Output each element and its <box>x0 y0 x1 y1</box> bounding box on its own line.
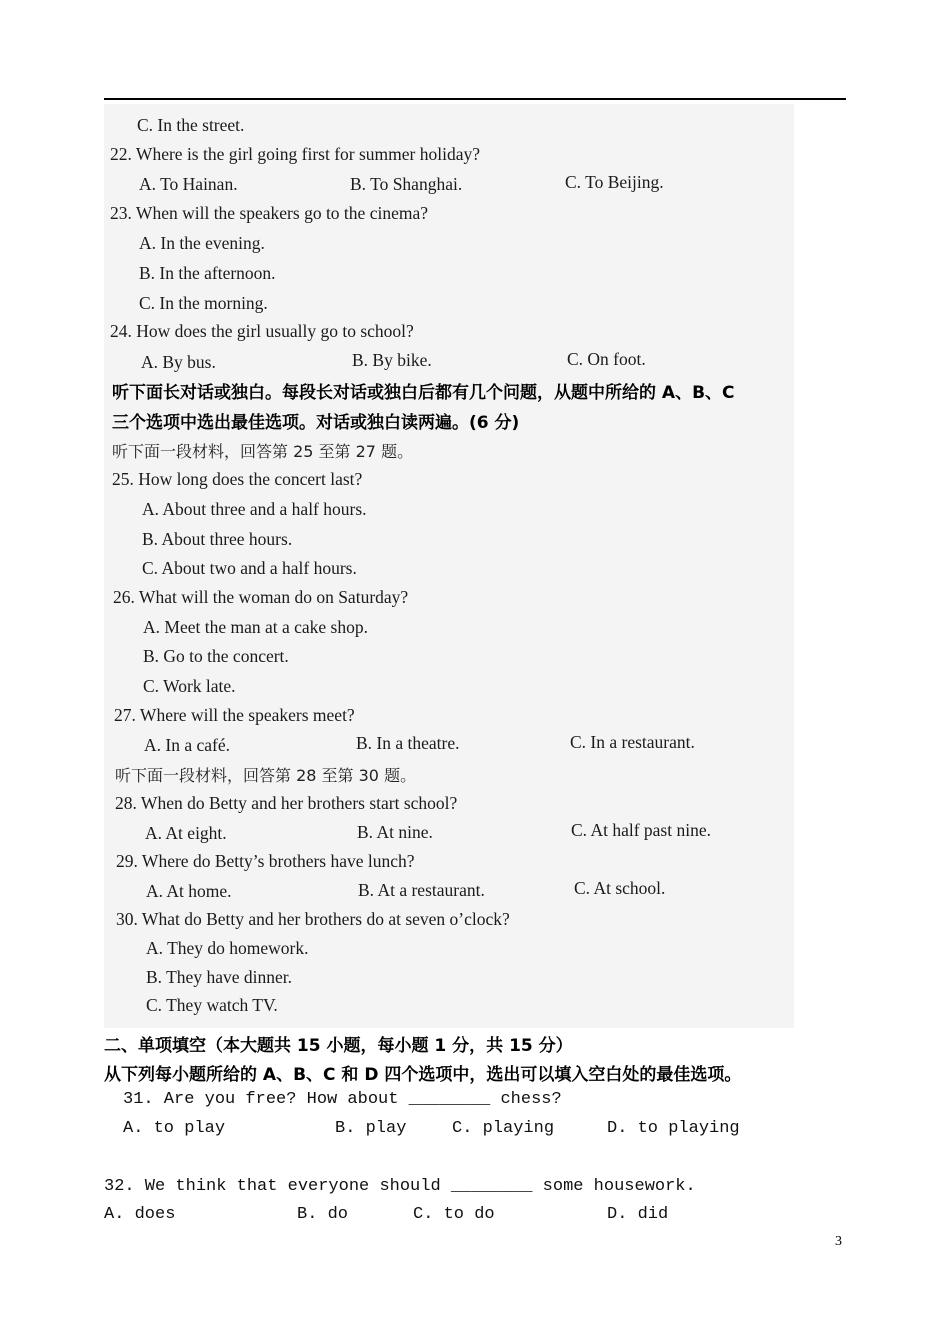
q27-option-b: B. In a theatre. <box>356 733 460 753</box>
q31-stem: 31. Are you free? How about ________ chess? <box>123 1090 562 1109</box>
q24-option-c: C. On foot. <box>567 349 646 369</box>
q31-option-d: D. to playing <box>607 1119 740 1138</box>
q32-option-c: C. to do <box>413 1205 495 1224</box>
q26-option-a: A. Meet the man at a cake shop. <box>143 617 368 637</box>
q28-option-b: B. At nine. <box>357 822 433 842</box>
q29-option-a: A. At home. <box>146 881 232 901</box>
q32-option-d: D. did <box>607 1205 669 1224</box>
q30-stem: 30. What do Betty and her brothers do at seven o’clock? <box>116 909 510 929</box>
q22-stem: 22. Where is the girl going first for summer holiday? <box>110 144 481 164</box>
q29-option-b: B. At a restaurant. <box>358 880 485 900</box>
long-dialogue-instruction-2: 三个选项中选出最佳选项。对话或独白读两遍。(6 分) <box>112 413 520 433</box>
q25-option-b: B. About three hours. <box>142 529 293 549</box>
q32-option-a: A. does <box>104 1205 176 1224</box>
q28-option-a: A. At eight. <box>145 823 227 843</box>
q25-option-a: A. About three and a half hours. <box>142 499 367 519</box>
header-rule <box>104 98 846 100</box>
q25-stem: 25. How long does the concert last? <box>112 469 363 489</box>
page-number: 3 <box>835 1234 842 1249</box>
q28-option-c: C. At half past nine. <box>571 820 711 840</box>
q22-option-a: A. To Hainan. <box>139 174 238 194</box>
q27-option-a: A. In a café. <box>144 735 230 755</box>
q30-option-c: C. They watch TV. <box>146 995 278 1015</box>
q30-option-a: A. They do homework. <box>146 938 309 958</box>
q31-option-b: B. play <box>335 1119 407 1138</box>
q27-option-c: C. In a restaurant. <box>570 732 695 752</box>
long-dialogue-instruction-1: 听下面长对话或独白。每段长对话或独白后都有几个问题，从题中所给的 A、B、C <box>112 383 735 403</box>
prev-option-c: C. In the street. <box>137 115 245 135</box>
q26-option-b: B. Go to the concert. <box>143 646 289 666</box>
q28-stem: 28. When do Betty and her brothers start school? <box>115 793 458 813</box>
q29-stem: 29. Where do Betty’s brothers have lunch? <box>116 851 415 871</box>
q26-option-c: C. Work late. <box>143 676 236 696</box>
q27-stem: 27. Where will the speakers meet? <box>114 705 355 725</box>
q32-option-b: B. do <box>297 1205 349 1224</box>
q24-stem: 24. How does the girl usually go to school? <box>110 321 414 341</box>
q23-option-c: C. In the morning. <box>139 293 268 313</box>
q22-option-b: B. To Shanghai. <box>350 174 463 194</box>
q25-option-c: C. About two and a half hours. <box>142 558 357 578</box>
q24-option-a: A. By bus. <box>141 352 216 372</box>
q31-option-a: A. to play <box>123 1119 226 1138</box>
q31-option-c: C. playing <box>452 1119 555 1138</box>
q23-stem: 23. When will the speakers go to the cinema? <box>110 203 428 223</box>
q24-option-b: B. By bike. <box>352 350 432 370</box>
section2-title: 二、单项填空（本大题共 15 小题，每小题 1 分，共 15 分） <box>104 1036 573 1056</box>
q23-option-a: A. In the evening. <box>139 233 265 253</box>
q32-stem: 32. We think that everyone should ________ some housework. <box>104 1177 696 1196</box>
q22-option-c: C. To Beijing. <box>565 172 664 192</box>
material-28-30-instruction: 听下面一段材料，回答第 28 至第 30 题。 <box>115 766 417 785</box>
material-25-27-instruction: 听下面一段材料，回答第 25 至第 27 题。 <box>112 442 414 461</box>
q29-option-c: C. At school. <box>574 878 666 898</box>
q26-stem: 26. What will the woman do on Saturday? <box>113 587 409 607</box>
section2-instruction: 从下列每小题所给的 A、B、C 和 D 四个选项中，选出可以填入空白处的最佳选项。 <box>104 1065 742 1085</box>
q30-option-b: B. They have dinner. <box>146 967 292 987</box>
q23-option-b: B. In the afternoon. <box>139 263 276 283</box>
